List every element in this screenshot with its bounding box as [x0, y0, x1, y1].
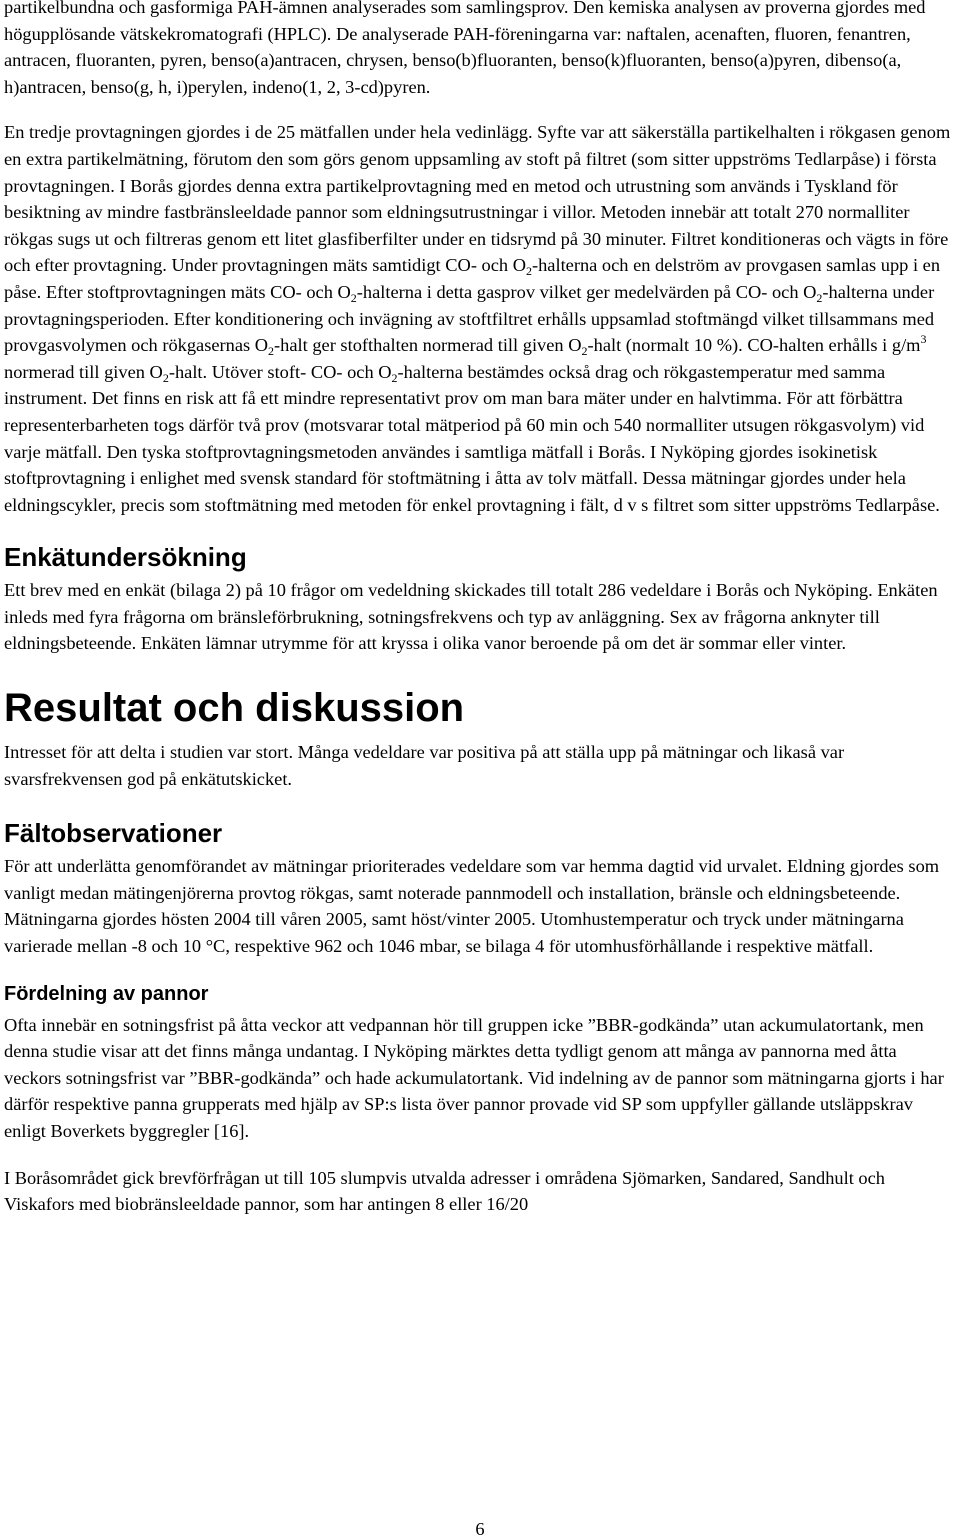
text-run: -halterna i detta gasprov vilket ger medelvärden på CO- och O: [356, 281, 817, 302]
boras-paragraph: I Boråsområdet gick brevförfrågan ut till 105 slumpvis utvalda adresser i områdena Sjömarken, Sandared, Sandhult och Viskafors med biobränsleeldade pannor, som har antingen 8 eller 16/20: [4, 1167, 885, 1215]
section-heading-field-observations: Fältobservationer: [4, 818, 223, 849]
survey-paragraph: Ett brev med en enkät (bilaga 2) på 10 frågor om vedeldning skickades till totalt 286 vedeldare i Borås och Nyköping. Enkäten inleds med fyra frågorna om bränsleförbrukning, sotningsfrekvens och typ av anläggning. Sex av frågorna anknyter till eldningsbeteende. Enkäten lämnar utrymme för att kryssa i olika vanor beroende på om det är sommar eller vinter.: [4, 580, 938, 654]
text-run: -halterna bestämdes också drag och rökgastemperatur med samma instrument. Det finns en risk att få ett mindre representativt prov om man bara mäter under en halvtimma. För att förbättra representerbarheten togs därför två prov (motsvarar total mätperiod på 60 min och 540 normalliter utsugen rökgasvolym) vid varje mätfall. Den tyska stoftprovtagningsmetoden användes i samtliga mätfall i Borås. I Nyköping gjordes isokinetisk stoftprovtagning i enlighet med svensk standard för stoftmätning i åtta av tolv mätfall. Dessa mätningar gjordes under hela eldningscykler, precis som stoftmätning med metoden för enkel provtagning i fält, d v s filtret som sitter uppströms Tedlarpåse.: [4, 361, 940, 515]
intro-paragraph-sampling: [4, 119, 958, 518]
text-run: -halt (normalt 10 %). CO-halten erhålls i g/m: [587, 335, 921, 356]
boiler-distribution-paragraph: Ofta innebär en sotningsfrist på åtta veckor att vedpannan hör till gruppen icke ”BBR-godkända” utan ackumulatortank, men denna studie visar att det finns många undantag. I Nyköping märktes detta tydligt genom att många av pannorna med åtta veckors sotningsfrist var ”BBR-godkända” och hade ackumulatortank. Vid indelning av de pannor som mätningarna gjorts i har därför respektive panna grupperats med hjälp av SP:s lista över pannor provade vid SP som uppfyller gällande utsläppskrav enligt Boverkets byggregler [16].: [4, 1014, 944, 1141]
text-run: normerad till given O: [4, 361, 163, 382]
paragraph-spacer: [4, 100, 958, 119]
superscript: 3: [920, 332, 927, 347]
document-page: [4, 0, 958, 1218]
paragraph-spacer: [4, 1145, 958, 1165]
subscript: 2: [525, 264, 532, 279]
page-number: 6: [475, 1519, 485, 1539]
subscript: 2: [581, 344, 588, 359]
text-run: -halterna under provtagningsperioden. Efter konditionering och invägning av stoftfiltret erhålls uppsamlad stoftmängd vilket tillsammans med provgasvolymen och rökgasernas O: [4, 281, 935, 356]
results-paragraph: Intresset för att delta i studien var stort. Många vedeldare var positiva på att ställa upp på mätningar och likaså var svarsfrekvensen god på enkätutskicket.: [4, 742, 845, 789]
section-heading-boiler-distribution: Fördelning av pannor: [4, 982, 209, 1005]
text-run: -halt ger stofthalten normerad till given O: [274, 335, 582, 356]
text-run: -halterna och en delström av provgasen samlas upp i en påse. Efter stoftprovtagningen mäts CO- och O: [4, 255, 941, 302]
subscript: 2: [391, 370, 398, 385]
intro-paragraph-pah: partikelbundna och gasformiga PAH-ämnen analyserades som samlingsprov. Den kemiska analysen av proverna gjordes med högupplösande vätskekromatografi (HPLC). De analyserade PAH-föreningarna var: naftalen, acenaften, fluoren, fenantren, antracen, fluoranten, pyren, benso(a)antracen, chrysen, benso(b)fluoranten, benso(k)fluoranten, benso(a)pyren, dibenso(a, h)antracen, benso(g, h, i)perylen, indeno(1, 2, 3-cd)pyren.: [4, 0, 926, 97]
subscript: 2: [816, 290, 823, 305]
subscript: 2: [162, 370, 169, 385]
section-heading-results: Resultat och diskussion: [4, 686, 465, 731]
subscript: 2: [350, 290, 357, 305]
subscript: 2: [268, 344, 275, 359]
text-run: -halt. Utöver stoft- CO- och O: [168, 361, 392, 382]
section-heading-survey: Enkätundersökning: [4, 542, 247, 573]
text-run: En tredje provtagningen gjordes i de 25 mätfallen under hela vedinlägg. Syfte var att säkerställa partikelhalten i rökgasen genom en extra partikelmätning, förutom den som görs genom uppsamling av stoft på filtret (som sitter uppströms Tedlarpåse) i första provtagningen. I Borås gjordes denna extra partikelprovtagning med en metod och utrustning som används i Tyskland för besiktning av mindre fastbränsleeldade pannor som eldningsutrustningar i villor. Metoden innebär att totalt 270 normalliter rökgas sugs ut och filtreras genom ett litet glasfiberfilter under en tidsrymd på 30 minuter. Filtret konditioneras och vägts in före och efter provtagning. Under provtagningen mäts samtidigt CO- och O: [4, 122, 951, 276]
field-observations-paragraph: För att underlätta genomförandet av mätningar prioriterades vedeldare som var hemma dagtid vid urvalet. Eldning gjordes som vanligt medan mätingenjörerna provtog rökgas, samt noterade pannmodell och installation, bränsle och eldningsbeteende. Mätningarna gjordes hösten 2004 till våren 2005, samt höst/vinter 2005. Utomhustemperatur och tryck under mätningarna varierade mellan -8 och 10 °C, respektive 962 och 1046 mbar, se bilaga 4 för utomhusförhållande i respektive mätfall.: [4, 856, 940, 957]
